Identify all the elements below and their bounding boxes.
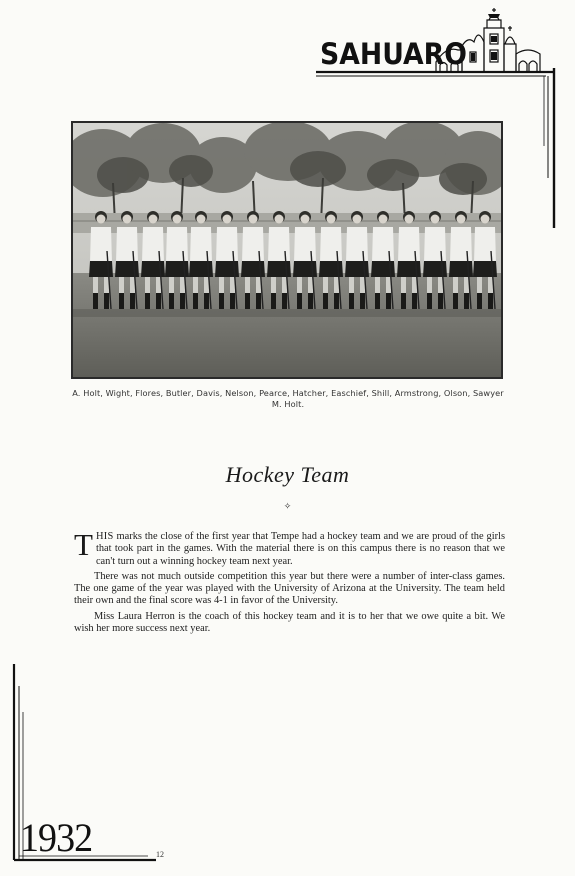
masthead-title: SAHUARO: [320, 37, 467, 71]
paragraph-2: There was not much outside competition this year but there were a number of inter-class games. The one game of the year was played with the University of Arizona at the University. The team held their own and the final score was 4-1 in favor of the University.: [74, 570, 505, 607]
page-number: 12: [156, 850, 164, 859]
photo-caption: A. Holt, Wight, Flores, Butler, Davis, Nelson, Pearce, Hatcher, Easchief, Shill, Armstrong, Olson, Sawyer M. Holt.: [72, 388, 504, 409]
article-title: Hockey Team: [225, 462, 350, 487]
paragraph-1: [74, 527, 505, 568]
paragraph-3: Miss Laura Herron is the coach of this hockey team and it is to her that we owe quite a bit. We wish her more success next year.: [74, 610, 505, 635]
article-body: [74, 527, 505, 638]
team-photo: [71, 121, 503, 379]
lead-in-caps: HIS: [95, 531, 114, 542]
yearbook-year: 1932: [20, 815, 93, 860]
team-photo-image: [73, 123, 501, 377]
paragraph-1-text: marks the close of the first year that Tempe had a hockey team and we are proud of the girls that took part in the games. With the material there is on this campus there is no reason that we can't turn out a winning hockey team next year.: [95, 531, 505, 567]
drop-cap: T: [74, 527, 93, 562]
ornament-icon: ✧: [283, 501, 292, 511]
